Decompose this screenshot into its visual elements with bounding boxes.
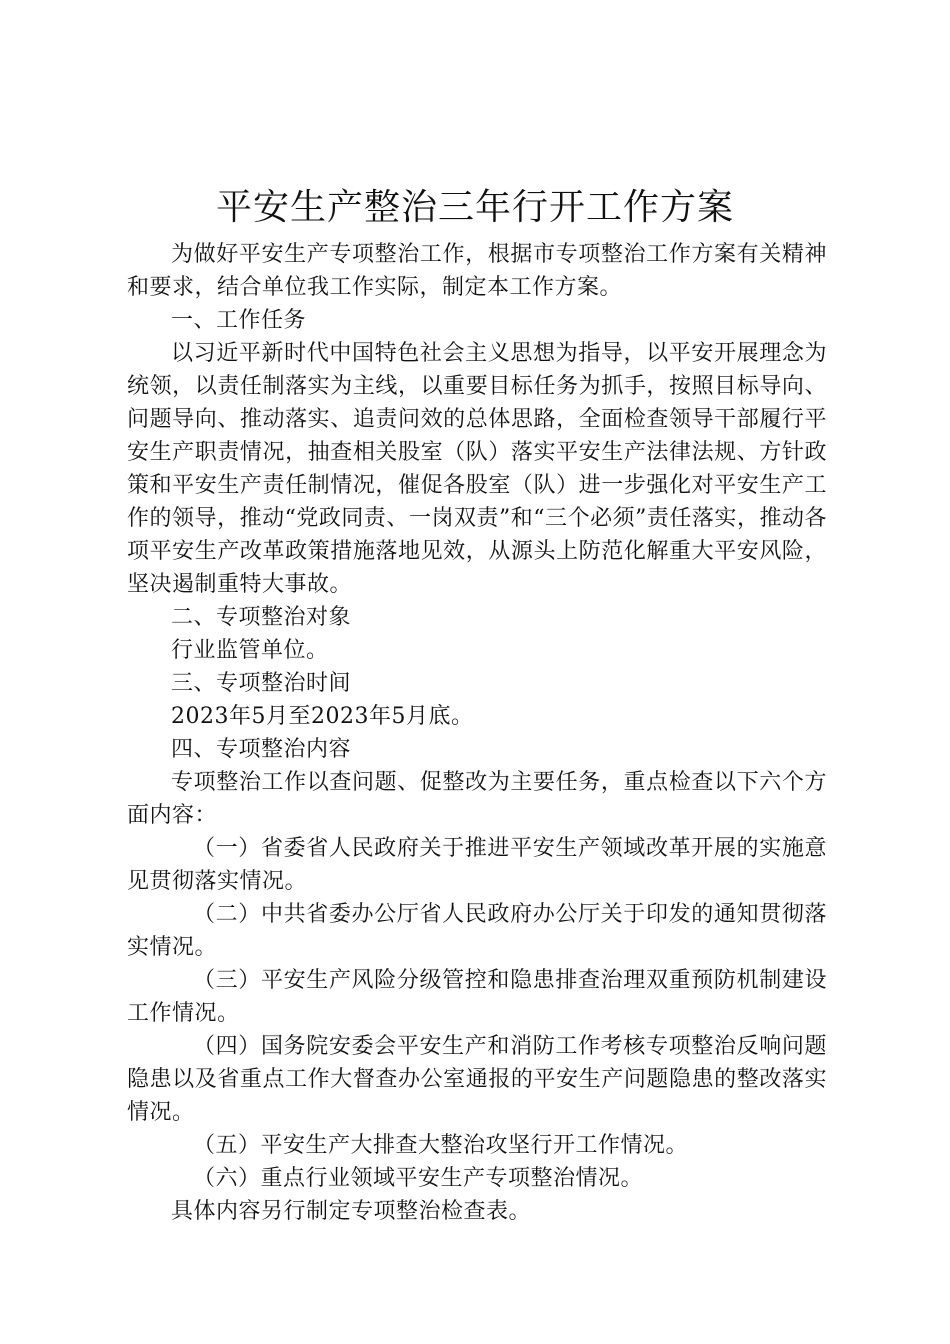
paragraph-target: 行业监管单位。 xyxy=(171,638,329,663)
list-item-3: （三）平安生产风险分级管控和隐患排查治理双重预防机制建设工作情况。 xyxy=(127,968,827,1026)
list-item-1: （一）省委省人民政府关于推进平安生产领域改革开展的实施意见贯彻落实情况。 xyxy=(127,836,827,894)
document-title: 平安生产整治三年行开工作方案 xyxy=(215,187,734,228)
list-item-5: （五）平安生产大排查大整治攻坚行开工作情况。 xyxy=(193,1133,689,1158)
paragraph-tasks: 以习近平新时代中国特色社会主义思想为指导，以平安开展理念为统领，以责任制落实为主线，以重要目标任务为抓手，按照目标导向、问题导向、推动落实、追责问效的总体思路，全面检查领导干部履行平安生产职责情况，抽查相关股室（队）落实平安生产法律法规、方针政策和平安生产责任制情况，催促各股室（队）进一步强化对平安生产工作的领导，推动“党政同责、一岗双责”和“三个必须”责任落实，推动各项平安生产改革政策措施落地见效，从源头上防范化解重大平安风险，坚决遏制重特大事故。 xyxy=(127,341,827,597)
document-body xyxy=(127,238,827,1228)
list-item-6: （六）重点行业领域平安生产专项整治情况。 xyxy=(193,1166,644,1191)
section-heading-3: 三、专项整治时间 xyxy=(171,671,352,696)
paragraph-intro: 为做好平安生产专项整治工作，根据市专项整治工作方案有关精神和要求，结合单位我工作实际，制定本工作方案。 xyxy=(127,242,827,300)
section-heading-1: 一、工作任务 xyxy=(171,308,307,333)
section-heading-4: 四、专项整治内容 xyxy=(171,737,352,762)
list-item-2: （二）中共省委办公厅省人民政府办公厅关于印发的通知贯彻落实情况。 xyxy=(127,902,827,960)
list-item-4: （四）国务院安委会平安生产和消防工作考核专项整治反响问题隐患以及省重点工作大督查办公室通报的平安生产问题隐患的整改落实情况。 xyxy=(127,1034,827,1125)
paragraph-time: 2023年5月至2023年5月底。 xyxy=(171,704,474,729)
paragraph-closing: 具体内容另行制定专项整治检查表。 xyxy=(171,1199,532,1224)
section-heading-2: 二、专项整治对象 xyxy=(171,605,352,630)
paragraph-content-intro: 专项整治工作以查问题、促整改为主要任务，重点检查以下六个方面内容： xyxy=(127,770,827,828)
